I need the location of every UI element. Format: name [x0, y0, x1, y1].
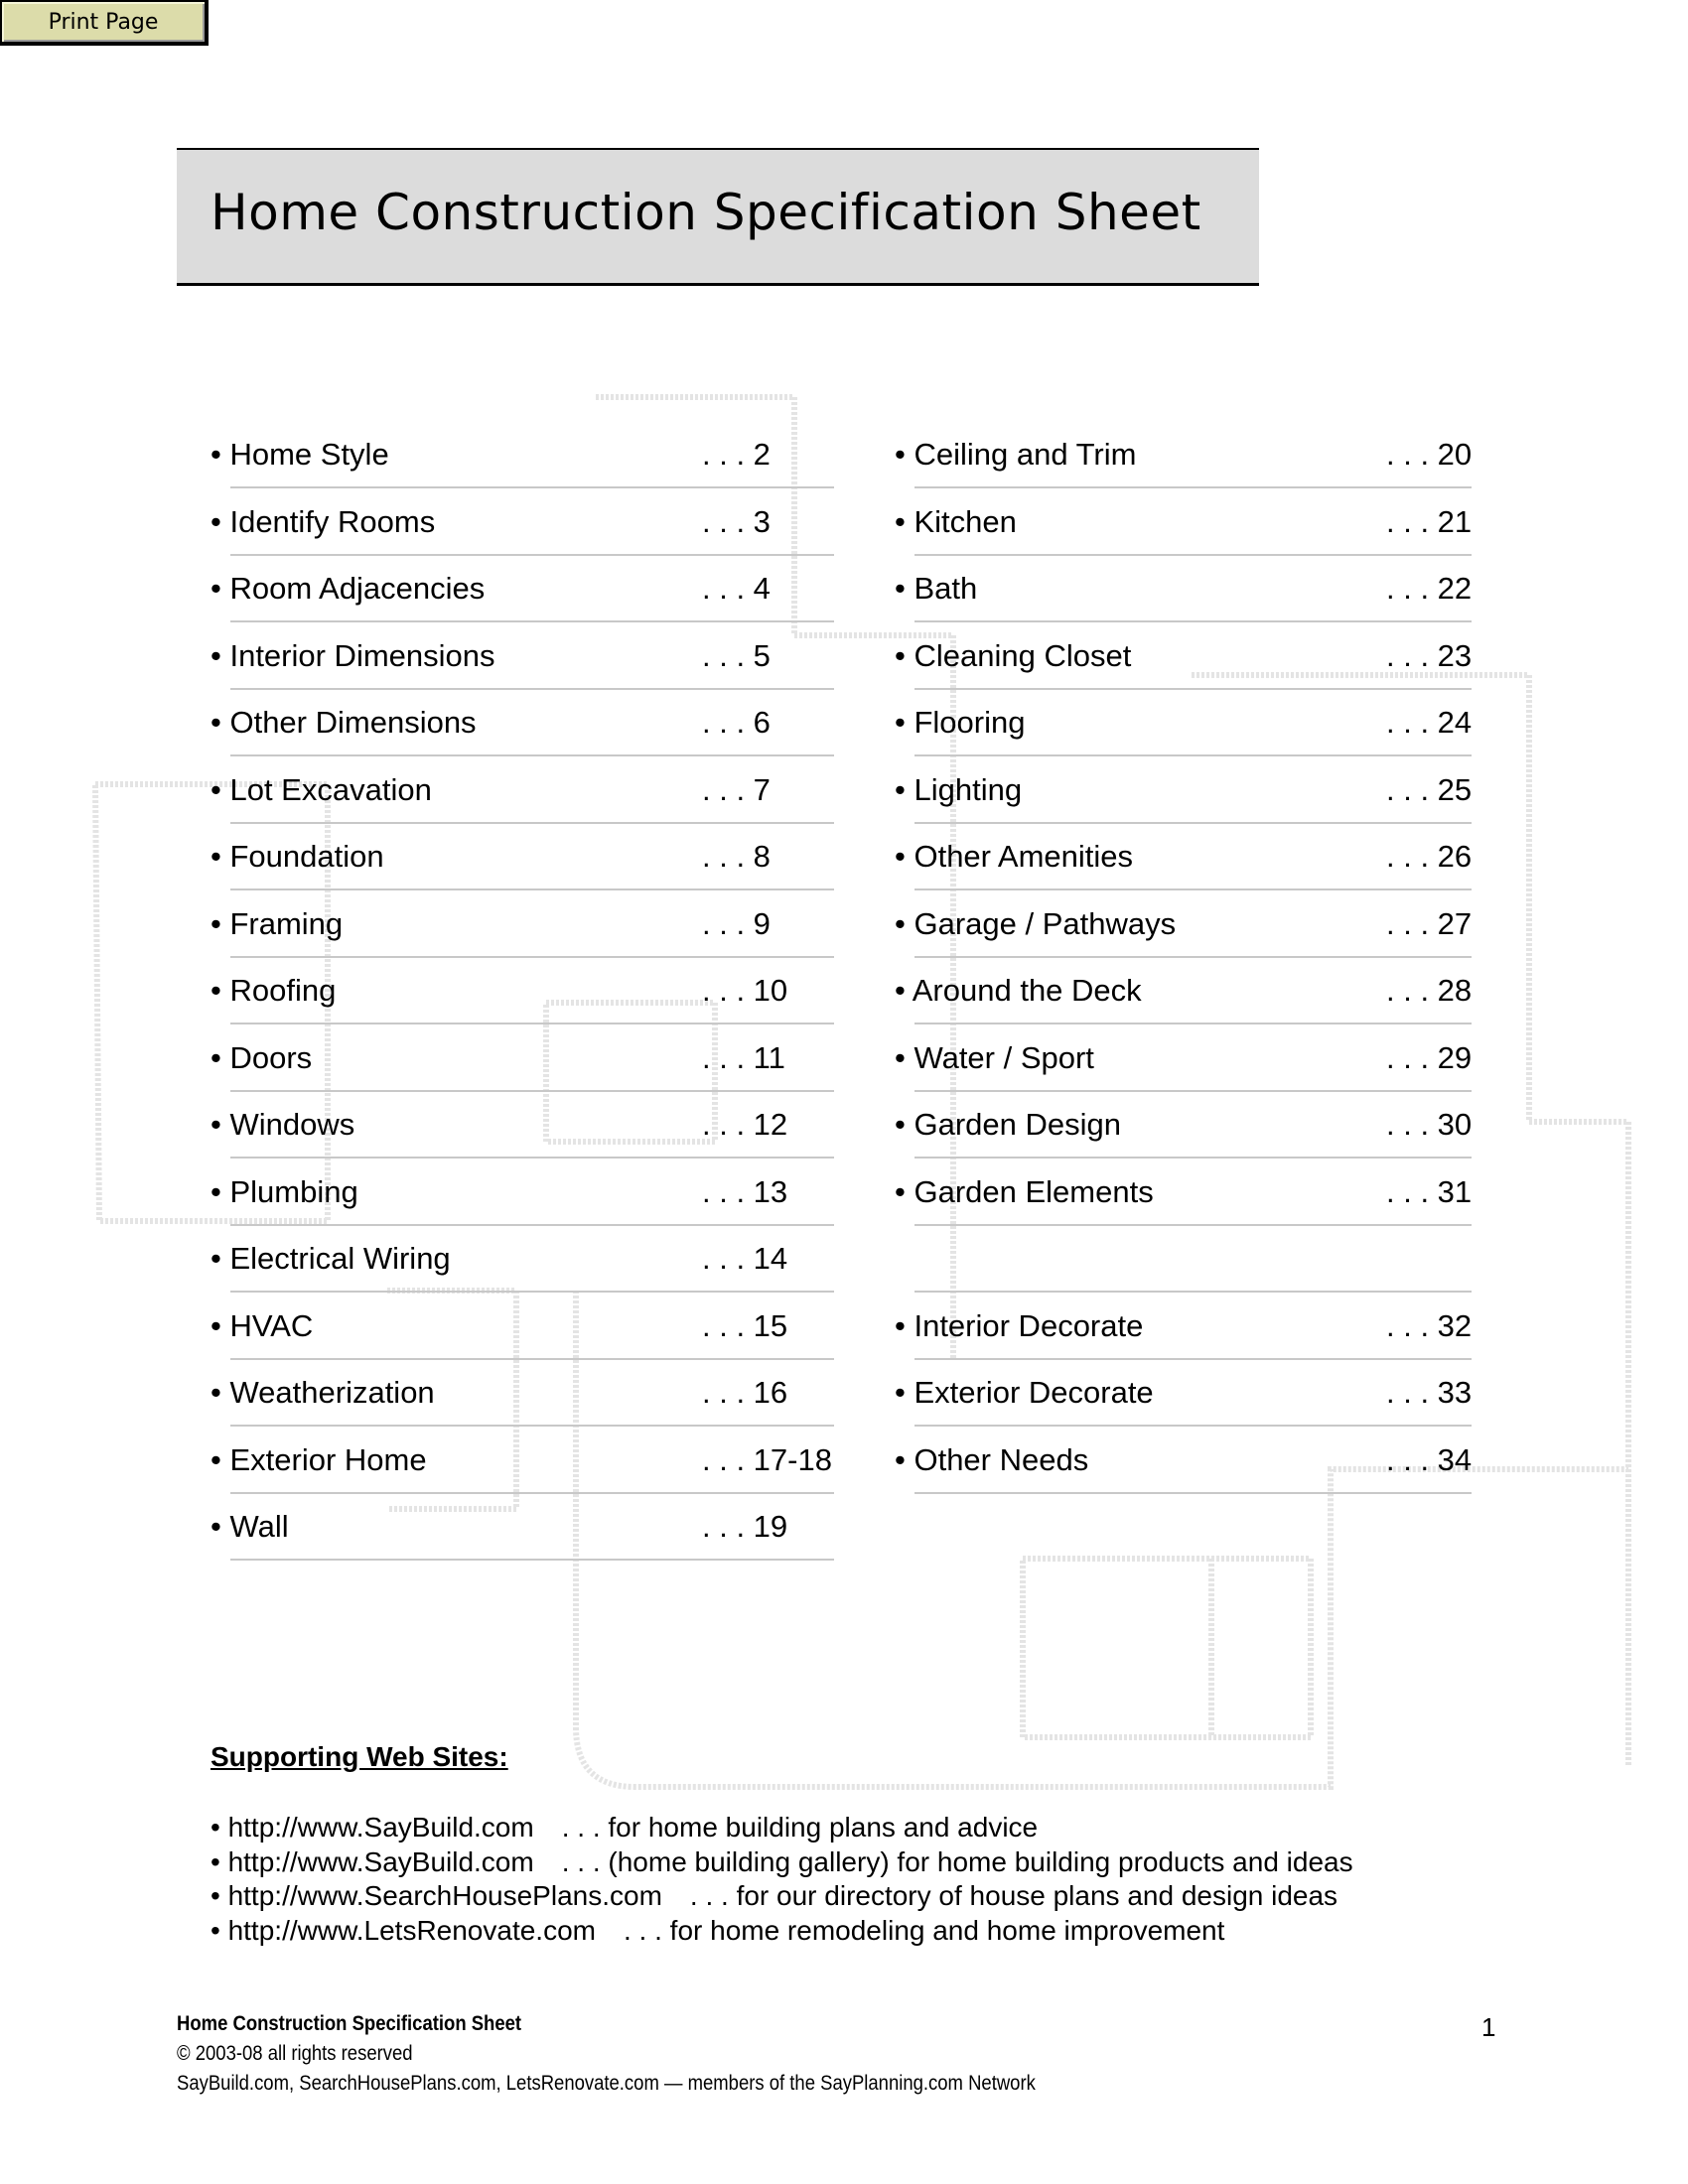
toc-item-label: • Doors	[211, 1039, 313, 1075]
toc-item-label: • Electrical Wiring	[211, 1241, 451, 1276]
toc-item-page: . . . 21	[1386, 503, 1473, 539]
row-divider	[230, 486, 834, 488]
toc-item-label: • Framing	[211, 905, 344, 941]
toc-item-label: • Kitchen	[895, 503, 1017, 539]
row-divider	[230, 620, 834, 622]
row-divider	[914, 1224, 1472, 1226]
toc-item-label: • Garden Elements	[895, 1173, 1154, 1209]
row-divider	[914, 822, 1472, 824]
row-divider	[230, 1358, 834, 1360]
toc-item-page: . . . 25	[1386, 771, 1473, 807]
toc-item-page: . . . 23	[1386, 637, 1473, 673]
toc-item-page: . . . 12	[702, 1107, 788, 1142]
row-divider	[914, 554, 1472, 556]
row-divider	[914, 688, 1472, 690]
row-divider	[914, 486, 1472, 488]
toc-item-page: . . . 29	[1386, 1039, 1473, 1075]
toc-item-page: . . . 16	[702, 1375, 788, 1410]
toc-item-page: . . . 2	[702, 437, 771, 472]
toc-item-label: • Ceiling and Trim	[895, 437, 1137, 472]
site-description: . . . for home building plans and advice	[561, 1812, 1039, 1843]
toc-item-label: • Garage / Pathways	[895, 905, 1177, 941]
toc-item-label: • Identify Rooms	[211, 503, 436, 539]
site-description: . . . (home building gallery) for home building products and ideas	[561, 1845, 1353, 1877]
site-link[interactable]: • http://www.SayBuild.com	[211, 1812, 534, 1843]
toc-item-page: . . . 33	[1386, 1375, 1473, 1410]
toc-item-page: . . . 30	[1386, 1107, 1473, 1142]
row-divider	[230, 1090, 834, 1092]
supporting-sites-heading: Supporting Web Sites:	[211, 1741, 508, 1772]
toc-item-page: . . . 27	[1386, 905, 1473, 941]
footer-copyright: © 2003-08 all rights reserved	[177, 2042, 413, 2065]
page-number: 1	[1481, 2012, 1496, 2042]
toc-item-label: • Lighting	[895, 771, 1023, 807]
toc-item-page: . . . 26	[1386, 839, 1473, 874]
toc-item-label: • Room Adjacencies	[211, 571, 486, 606]
toc-item-page: . . . 19	[702, 1509, 788, 1544]
site-link[interactable]: • http://www.SayBuild.com	[211, 1845, 534, 1877]
toc-item-page: . . . 13	[702, 1173, 788, 1209]
toc-item-label: • Plumbing	[211, 1173, 358, 1209]
toc-item-label: • Roofing	[211, 973, 337, 1008]
toc-item-page: . . . 22	[1386, 571, 1473, 606]
toc-item-page: . . . 10	[702, 973, 788, 1008]
toc-item-label: • Foundation	[211, 839, 384, 874]
toc-item-label: • Around the Deck	[895, 973, 1142, 1008]
site-description: . . . for home remodeling and home improvement	[623, 1914, 1225, 1946]
toc-item-label: • Other Amenities	[895, 839, 1134, 874]
toc-item-page: . . . 8	[702, 839, 771, 874]
site-item	[211, 1845, 1353, 1880]
toc-item-page: . . . 28	[1386, 973, 1473, 1008]
toc-item-label: • HVAC	[211, 1307, 314, 1343]
toc-item-label: • Other Dimensions	[211, 705, 477, 740]
toc-item-label: • Bath	[895, 571, 978, 606]
row-divider	[914, 1492, 1472, 1494]
toc-item-page: . . . 6	[702, 705, 771, 740]
row-divider	[230, 1157, 834, 1159]
supporting-sites-list	[211, 1811, 1353, 1948]
row-divider	[230, 688, 834, 690]
row-divider	[914, 1291, 1472, 1293]
print-page-button[interactable]: Print Page	[0, 0, 209, 46]
site-item	[211, 1914, 1353, 1949]
page-header	[177, 148, 1259, 286]
toc-item-label: • Interior Dimensions	[211, 637, 495, 673]
row-divider	[230, 1291, 834, 1293]
row-divider	[230, 822, 834, 824]
footer-title: Home Construction Specification Sheet	[177, 2012, 522, 2035]
row-divider	[914, 620, 1472, 622]
toc-item-label: • Cleaning Closet	[895, 637, 1132, 673]
row-divider	[914, 888, 1472, 890]
site-link[interactable]: • http://www.LetsRenovate.com	[211, 1914, 596, 1946]
toc-item-page: . . . 32	[1386, 1307, 1473, 1343]
row-divider	[230, 554, 834, 556]
toc-item-page: . . . 15	[702, 1307, 788, 1343]
row-divider	[914, 956, 1472, 958]
toc-item-label: • Interior Decorate	[895, 1307, 1144, 1343]
toc-item-page: . . . 9	[702, 905, 771, 941]
toc-item-page: . . . 7	[702, 771, 771, 807]
page-title: Home Construction Specification Sheet	[211, 184, 1201, 241]
row-divider	[914, 1425, 1472, 1427]
toc-item-label: • Garden Design	[895, 1107, 1121, 1142]
toc-item-label: • Lot Excavation	[211, 771, 432, 807]
toc-item-label: • Windows	[211, 1107, 355, 1142]
toc-item-page: . . . 4	[702, 571, 771, 606]
toc-item-page: . . . 3	[702, 503, 771, 539]
toc-item-page: . . . 20	[1386, 437, 1473, 472]
toc-item-page: . . . 17-18	[702, 1441, 832, 1477]
row-divider	[914, 754, 1472, 756]
row-divider	[230, 1224, 834, 1226]
site-item	[211, 1879, 1353, 1914]
toc-item-label: • Other Needs	[895, 1441, 1089, 1477]
toc-item-label: • Exterior Home	[211, 1441, 427, 1477]
toc-item-page: . . . 11	[702, 1039, 785, 1075]
toc-item-label: • Water / Sport	[895, 1039, 1094, 1075]
toc-item-page: . . . 34	[1386, 1441, 1473, 1477]
row-divider	[914, 1023, 1472, 1024]
site-item	[211, 1811, 1353, 1845]
footer-network: SayBuild.com, SearchHousePlans.com, LetsRenovate.com — members of the SayPlanning.com Network	[177, 2072, 1036, 2095]
toc-item-label: • Exterior Decorate	[895, 1375, 1154, 1410]
toc-item-page: . . . 5	[702, 637, 771, 673]
row-divider	[230, 1492, 834, 1494]
site-link[interactable]: • http://www.SearchHousePlans.com	[211, 1880, 662, 1911]
toc-item-label: • Home Style	[211, 437, 389, 472]
row-divider	[230, 888, 834, 890]
toc-item-label: • Weatherization	[211, 1375, 435, 1410]
toc-item-label: • Flooring	[895, 705, 1026, 740]
row-divider	[230, 956, 834, 958]
row-divider	[230, 1425, 834, 1427]
site-description: . . . for our directory of house plans and design ideas	[689, 1880, 1338, 1911]
row-divider	[914, 1090, 1472, 1092]
toc-item-label: • Wall	[211, 1509, 289, 1544]
toc-item-page: . . . 24	[1386, 705, 1473, 740]
toc-item-page: . . . 14	[702, 1241, 788, 1276]
row-divider	[914, 1157, 1472, 1159]
toc-item-page: . . . 31	[1386, 1173, 1473, 1209]
row-divider	[230, 1023, 834, 1024]
row-divider	[230, 1559, 834, 1561]
row-divider	[914, 1358, 1472, 1360]
row-divider	[230, 754, 834, 756]
